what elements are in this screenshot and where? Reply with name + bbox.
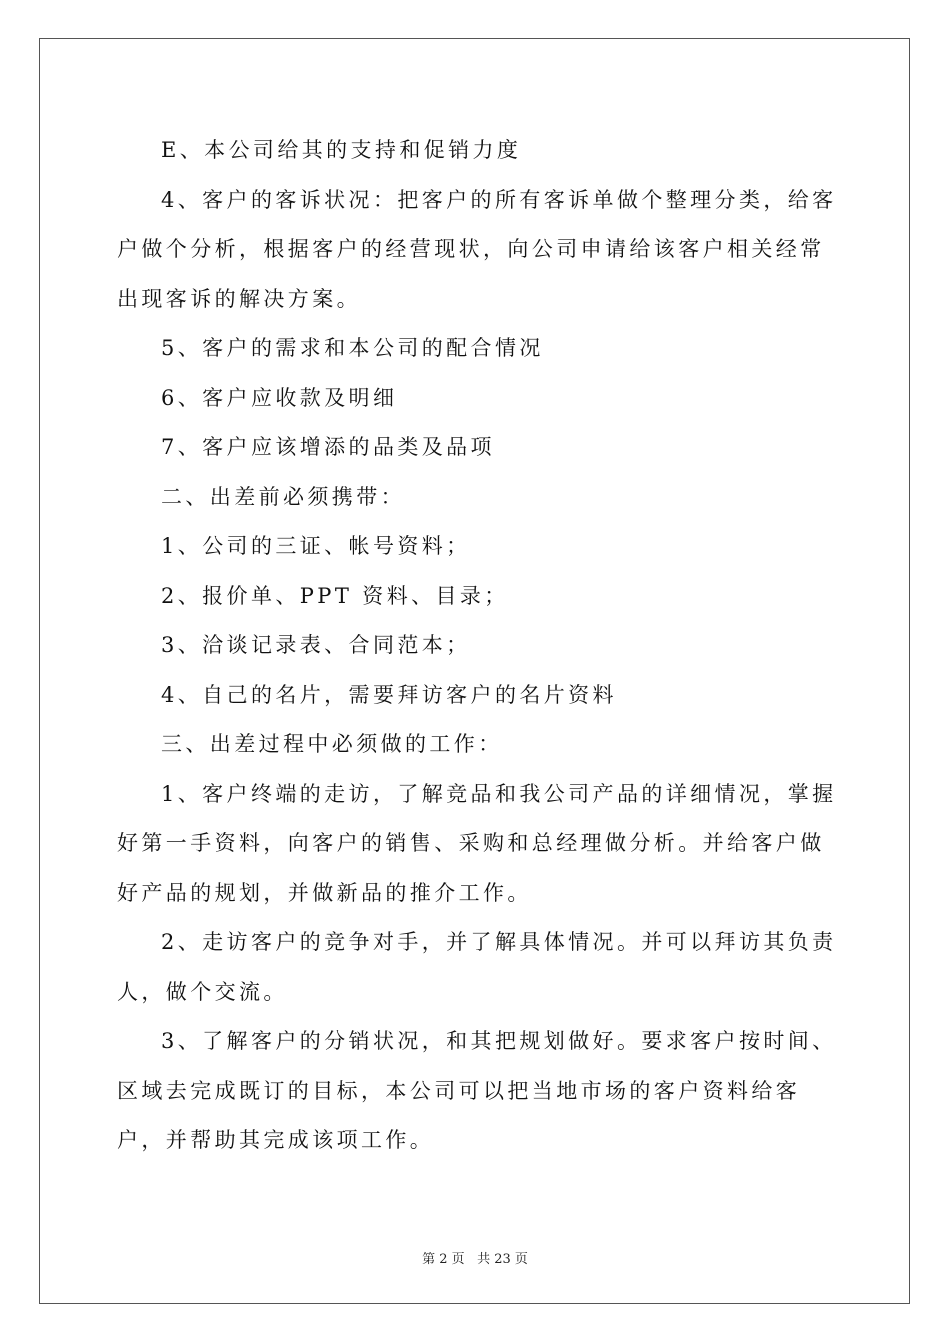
paragraph: 3、洽谈记录表、合同范本； [161,633,471,657]
paragraph: 7、客户应该增添的品类及品项 [161,435,495,459]
paragraph: 2、走访客户的竞争对手，并了解具体情况。并可以拜访其负责人，做个交流。 [117,930,837,1004]
paragraph: 4、自己的名片，需要拜访客户的名片资料 [161,682,617,707]
paragraph: 三、出差过程中必须做的工作： [161,732,503,756]
paragraph: 3、了解客户的分销状况，和其把规划做好。要求客户按时间、区域去完成既订的目标，本公司可以把当地市场的客户资料给客户，并帮助其完成该项工作。 [117,1029,837,1152]
paragraph: 2、报价单、PPT 资料、目录； [161,583,509,608]
page-footer [0,1248,950,1267]
paragraph: E、本公司给其的支持和促销力度 [161,138,522,162]
paragraph: 6、客户应收款及明细 [161,385,398,410]
paragraph: 5、客户的需求和本公司的配合情况 [161,336,544,360]
paragraph: 1、客户终端的走访，了解竞品和我公司产品的详细情况，掌握好第一手资料，向客户的销售、采购和总经理做分析。并给客户做好产品的规划，并做新品的推介工作。 [117,781,837,905]
page-number: 第 2 页 [422,1252,465,1267]
paragraph: 4、客户的客诉状况：把客户的所有客诉单做个整理分类，给客户做个分析，根据客户的经营现状，向公司申请给该客户相关经常出现客诉的解决方案。 [117,187,837,311]
document-body [117,126,837,1166]
page-total: 共 23 页 [477,1252,528,1267]
paragraph: 1、公司的三证、帐号资料； [161,534,471,558]
paragraph: 二、出差前必须携带： [161,484,405,509]
